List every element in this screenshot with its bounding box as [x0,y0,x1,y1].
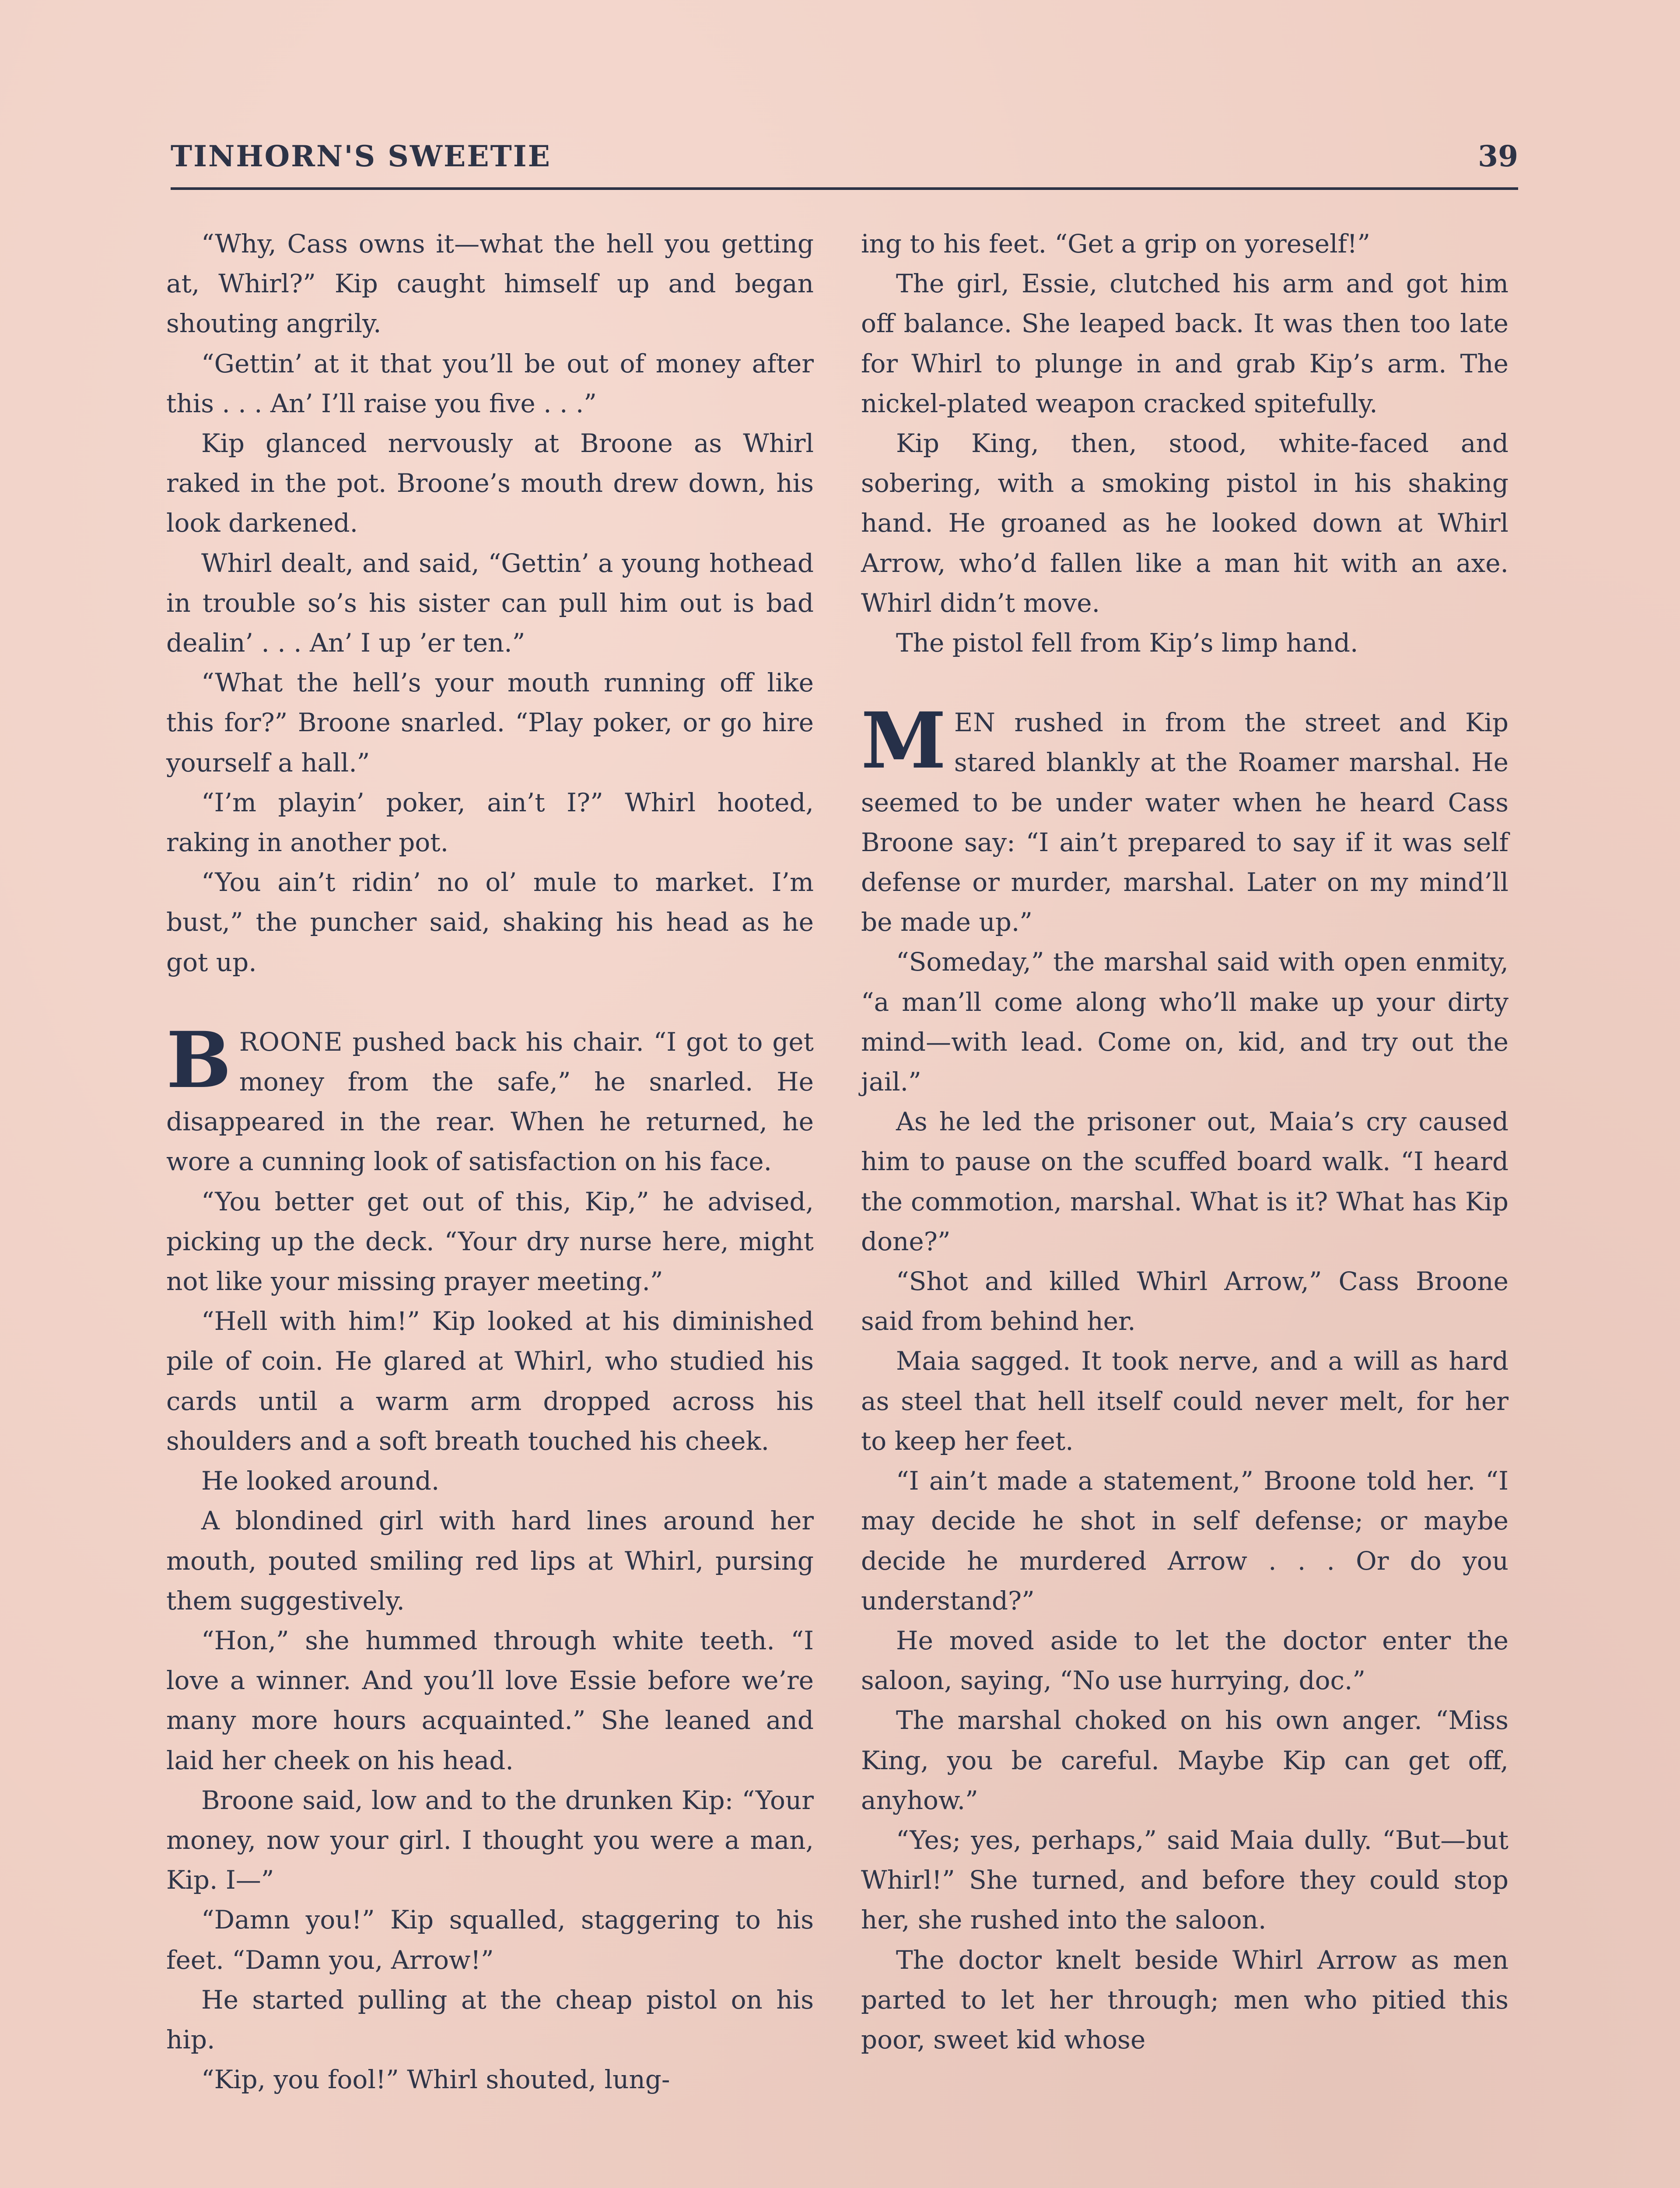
paragraph: As he led the prisoner out, Maia’s cry caused him to pause on the scuffed board walk. “I heard the commotion, marshal. What is it? What has Kip done?” [861,1107,1508,1256]
paragraph-text: pushed back his chair. “I got to get money from the safe,” he snarled. He disappeared in the rear. When he returned, he wore a cunning look of satisfaction on his face. [166,1027,814,1177]
paragraph: Broone said, low and to the drunken Kip: “Your money, now your girl. I thought you were a man, Kip. I—” [166,1785,814,1895]
paragraph: Kip glanced nervously at Broone as Whirl raked in the pot. Broone’s mouth drew down, his look darkened. [166,428,814,538]
right-column [861,224,1508,2188]
lead-in-caps: ROONE [239,1027,343,1057]
page-header [171,139,1518,190]
paragraph: Kip King, then, stood, white-faced and sobering, with a smoking pistol in his shaking hand. He groaned as he looked down at Whirl Arrow, who’d fallen like a man hit with an axe. Whirl didn’t move. [861,428,1508,618]
paragraph: Maia sagged. It took nerve, and a will as hard as steel that hell itself could never melt, for her to keep her feet. [861,1346,1508,1456]
paragraph: He looked around. [201,1466,440,1496]
paragraph: “You better get out of this, Kip,” he advised, picking up the deck. “Your dry nurse here, might not like your missing prayer meeting.” [166,1186,814,1297]
page-number: 39 [1478,139,1518,173]
paragraph: The pistol fell from Kip’s limp hand. [896,628,1358,658]
drop-cap: B [166,1014,231,1105]
section-opening-paragraph [166,1014,814,1182]
paragraph: “Why, Cass owns it—what the hell you getting at, Whirl?” Kip caught himself up and began shouting angrily. [166,229,814,339]
paragraph: “You ain’t ridin’ no ol’ mule to market. I’m bust,” the puncher said, shaking his head as he got up. [166,867,814,977]
paragraph: He started pulling at the cheap pistol on his hip. [166,1985,814,2055]
paragraph: “Shot and killed Whirl Arrow,” Cass Broone said from behind her. [861,1266,1508,1336]
running-title: TINHORN'S SWEETIE [171,139,551,173]
paragraph: “Someday,” the marshal said with open enmity, “a man’ll come along who’ll make up your dirty mind—with lead. Come on, kid, and try out the jail.” [861,947,1508,1097]
paragraph: “I’m playin’ poker, ain’t I?” Whirl hooted, raking in another pot. [166,787,814,858]
paragraph: “Yes; yes, perhaps,” said Maia dully. “But—but Whirl!” She turned, and before they could stop her, she rushed into the saloon. [861,1825,1508,1935]
continued-paragraph: ing to his feet. “Get a grip on yoreself!” [861,229,1371,259]
paragraph: “I ain’t made a statement,” Broone told her. “I may decide he shot in self defense; or maybe decide he murdered Arrow . . . Or do you understand?” [861,1466,1508,1616]
paragraph: The doctor knelt beside Whirl Arrow as men parted to let her through; men who pitied this poor, sweet kid whose [861,1945,1508,2055]
paragraph: A blondined girl with hard lines around her mouth, pouted smiling red lips at Whirl, pursing them suggestively. [166,1506,814,1616]
left-column [166,224,814,2188]
paragraph: “Gettin’ at it that you’ll be out of money after this . . . An’ I’ll raise you five . . .” [166,348,814,418]
paragraph: “Hell with him!” Kip looked at his diminished pile of coin. He glared at Whirl, who studied his cards until a warm arm dropped across his shoulders and a soft breath touched his cheek. [166,1306,814,1456]
paragraph: Whirl dealt, and said, “Gettin’ a young hothead in trouble so’s his sister can pull him out is bad dealin’ . . . An’ I up ’er ten.” [166,548,814,658]
lead-in-caps: EN [954,708,996,738]
paragraph: “Damn you!” Kip squalled, staggering to his feet. “Damn you, Arrow!” [166,1905,814,1975]
paragraph: The marshal choked on his own anger. “Miss King, you be careful. Maybe Kip can get off, anyhow.” [861,1705,1508,1815]
paragraph: The girl, Essie, clutched his arm and got him off balance. She leaped back. It was then too late for Whirl to plunge in and grab Kip’s arm. The nickel-plated weapon cracked spitefully. [861,269,1508,418]
paragraph: “Kip, you fool!” Whirl shouted, lung- [201,2065,670,2095]
paragraph: “What the hell’s your mouth running off like this for?” Broone snarled. “Play poker, or go hire yourself a hall.” [166,668,814,778]
drop-cap: M [861,695,946,786]
section-opening-paragraph [861,695,1508,942]
paragraph: “Hon,” she hummed through white teeth. “I love a winner. And you’ll love Essie before we’re many more hours acquainted.” She leaned and laid her cheek on his head. [166,1625,814,1775]
paragraph-text: rushed in from the street and Kip stared blankly at the Roamer marshal. He seemed to be under water when he heard Cass Broone say: “I ain’t prepared to say if it was self defense or murder, marshal. Later on my mind’ll be made up.” [861,708,1508,937]
paragraph: He moved aside to let the doctor enter the saloon, saying, “No use hurrying, doc.” [861,1625,1508,1696]
